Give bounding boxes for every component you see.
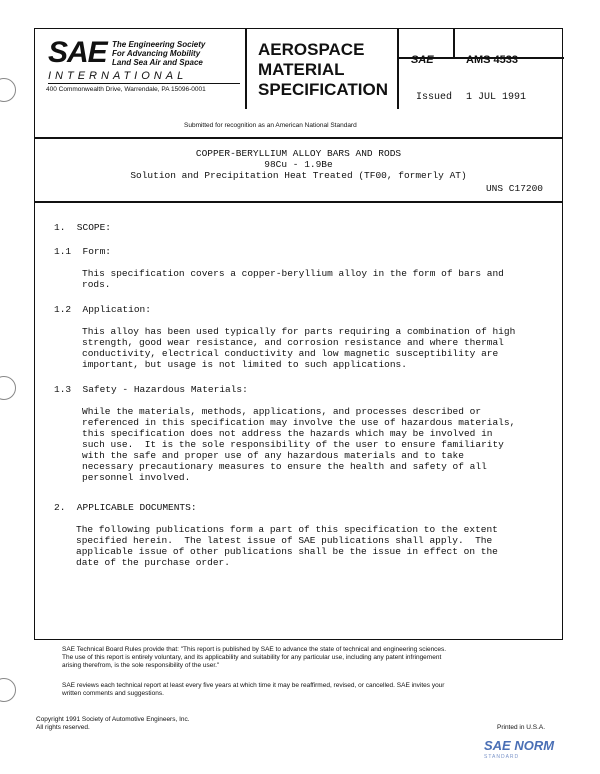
- binder-hole: [0, 376, 16, 400]
- title-line-3: Solution and Precipitation Heat Treated (TF00, formerly AT): [130, 170, 467, 181]
- board-rules-note: SAE Technical Board Rules provide that: "This report is published by SAE to advance the state of technical and engineering sciences. The use of this report is entirely voluntary, and its applicability and suitability for any particular use, including any patent infringement arising therefrom, is the sole responsibility of the user.": [62, 646, 447, 669]
- watermark-logo: SAE NORM: [484, 738, 555, 753]
- logo-tagline: The Engineering Society For Advancing Mobility Land Sea Air and Space: [112, 40, 206, 67]
- printed-in: Printed in U.S.A.: [497, 724, 546, 731]
- review-note: SAE reviews each technical report at least every five years at which time it may be reaffirmed, revised, or cancelled. SAE invites your written comments and suggestions.: [62, 682, 445, 697]
- binder-hole: [0, 678, 16, 702]
- section-1-3-text: While the materials, methods, applications, and processes described or referenced in this specification may involve the use of hazardous materials, this specification does not address the hazards which may be involved in such use. It is the sole responsibility of the user to ensure familiarity with the safe and proper use of any hazardous materials and to take necessary precautionary measures to ensure the health and safety of all personnel involved.: [82, 406, 516, 483]
- title-block: [34, 28, 563, 228]
- sae-mark: SAE: [411, 54, 434, 66]
- title-line-2: 98Cu - 1.9Be: [264, 159, 333, 170]
- uns-number: UNS C17200: [485, 183, 543, 194]
- submitted-note: Submitted for recognition as an American National Standard: [184, 122, 357, 129]
- section-1-3-heading: 1.3 Safety - Hazardous Materials:: [54, 384, 248, 395]
- sae-logo: SAE: [48, 36, 107, 69]
- section-2-text: The following publications form a part of this specification to the extent specified herein. The latest issue of SAE publications shall apply. The applicable issue of other publications shall be the issue in effect on the date of the purchase order.: [76, 524, 498, 568]
- binder-hole: [0, 78, 16, 102]
- section-1-1-text: This specification covers a copper-beryllium alloy in the form of bars and rods.: [82, 268, 504, 290]
- title-line-1: COPPER-BERYLLIUM ALLOY BARS AND RODS: [195, 148, 402, 159]
- issued-label: Issued: [416, 92, 453, 103]
- spec-number: AMS 4533: [466, 54, 518, 66]
- section-1-1-heading: 1.1 Form:: [54, 246, 112, 257]
- section-1-2-heading: 1.2 Application:: [54, 304, 151, 315]
- copyright: Copyright 1991 Society of Automotive Engineers, Inc. All rights reserved.: [36, 716, 190, 731]
- watermark-sub: STANDARD: [484, 754, 520, 760]
- section-1-2-text: This alloy has been used typically for parts requiring a combination of high strength, good wear resistance, and corrosion resistance and where thermal conductivity, electrical conductivity and low magnetic susceptibility are important, but usage is not limited to such applications.: [82, 326, 516, 370]
- address: 400 Commonwealth Drive, Warrendale, PA 15096-0001: [46, 86, 206, 93]
- issued-date: 1 JUL 1991: [466, 92, 527, 103]
- section-1-heading: 1. SCOPE:: [54, 222, 112, 233]
- international-label: INTERNATIONAL: [48, 70, 188, 82]
- section-2-heading: 2. APPLICABLE DOCUMENTS:: [54, 502, 197, 513]
- document-type: AEROSPACE MATERIAL SPECIFICATION: [258, 40, 389, 99]
